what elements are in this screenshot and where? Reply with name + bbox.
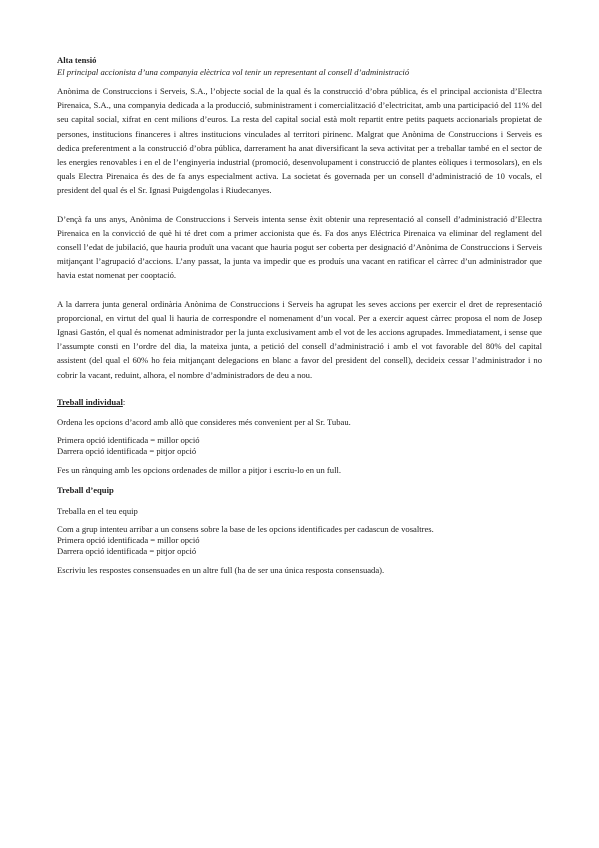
individual-heading: Treball individual	[57, 396, 123, 407]
individual-heading-line	[57, 395, 542, 409]
team-last-option: Darrera opció identificada = pitjor opció	[57, 545, 197, 556]
document-subtitle: El principal accionista d’una companyia elèctrica vol tenir un representant al consell d’administració	[57, 67, 410, 77]
spacer	[57, 198, 542, 212]
team-consensus-instruction: Com a grup intenteu arribar a un consens sobre la base de les opcions identificades per cadascun de vosaltres.	[57, 523, 434, 534]
document-title: Alta tensió	[57, 55, 97, 65]
team-heading: Treball d’equip	[57, 485, 114, 496]
document-page	[57, 54, 542, 577]
individual-ranking-instruction: Fes un rànquing amb les opcions ordenades de millor a pitjor i escriu-lo en un full.	[57, 465, 342, 476]
spacer	[57, 382, 542, 395]
team-write-instruction: Escriviu les respostes consensuades en un altre full (ha de ser una única resposta consensuada).	[57, 564, 385, 575]
team-intro: Treballa en el teu equip	[57, 505, 138, 516]
case-paragraph-3: A la darrera junta general ordinària Anònima de Construccions i Serveis ha agrupat les seves accions per exercir el dret de representació proporcional, en virtut del qual li hauria de correspondre el nomenament d’un vocal. Per a exercir aquest càrrec proposa el nom de Josep Ignasi Gastón, el qual és nomenat administrador per la junta exclusivament amb el vot de les accions agrupades. Immediatament, i sense que l’assumpte consti en l’ordre del dia, la mateixa junta, a petició del consell d’administració i amb el vot favorable del 80% del capital assistent (del qual el 60% ho feia mitjançant delegacions en blanc a favor del president del consell), decideix cessar l’administrador i no cobrir la vacant, reduint, alhora, el nombre d’administradors de deu a nou.	[57, 298, 542, 380]
case-paragraph-1: Anònima de Construccions i Serveis, S.A., l’objecte social de la qual és la construcció d’obra pública, és el principal accionista d’Electra Pirenaica, S.A., una companyia dedicada a la producció, subministrament i comercialització d’electricitat, amb una participació del 11% del seu capital social, xifrat en cent milions d’euros. La resta del capital social està molt repartit entre petits paquets accionarials propietat de persones, institucions financeres i altres institucions vinculades al territori pirinenc. Malgrat que Anònima de Construccions i Serveis es dedica preferentment a la construcció d’obra pública, darrerament ha anat diversificant la seva activitat per a treballar també en el sector de les energies renovables i en el de l’enginyeria industrial (promoció, desenvolupament i construcció de plantes eòliques i termosolars), en els quals Electra Pirenaica és des de fa anys especialment activa. La societat és governada per un consell d’administració de 10 vocals, el president del qual és el Sr. Ignasi Puigdengolas i Riudecanyes.	[57, 86, 542, 196]
individual-first-option: Primera opció identificada = millor opció	[57, 435, 200, 446]
spacer	[57, 283, 542, 297]
individual-heading-colon: :	[122, 396, 126, 407]
individual-instruction: Ordena les opcions d’acord amb allò que consideres més convenient per al Sr. Tubau.	[57, 417, 351, 428]
individual-last-option: Darrera opció identificada = pitjor opció	[57, 446, 197, 457]
team-first-option: Primera opció identificada = millor opció	[57, 534, 200, 545]
case-paragraph-2: D’ençà fa uns anys, Anònima de Construccions i Serveis intenta sense èxit obtenir una representació al consell d’administració d’Electra Pirenaica en la convicció de què hi té dret com a primer accionista que és. Fa dos anys Eléctrica Pirenaica va eliminar del reglament del consell l’edat de jubilació, que hauria produït una vacant que hauria pogut ser coberta per designació d’Anònima de Construccions i Serveis mitjançant l’agrupació d’accions. L’any passat, la junta va impedir que es produís una vacant en ratificar el càrrec d’un administrador que havia estat nomenat per cooptació.	[57, 213, 542, 281]
